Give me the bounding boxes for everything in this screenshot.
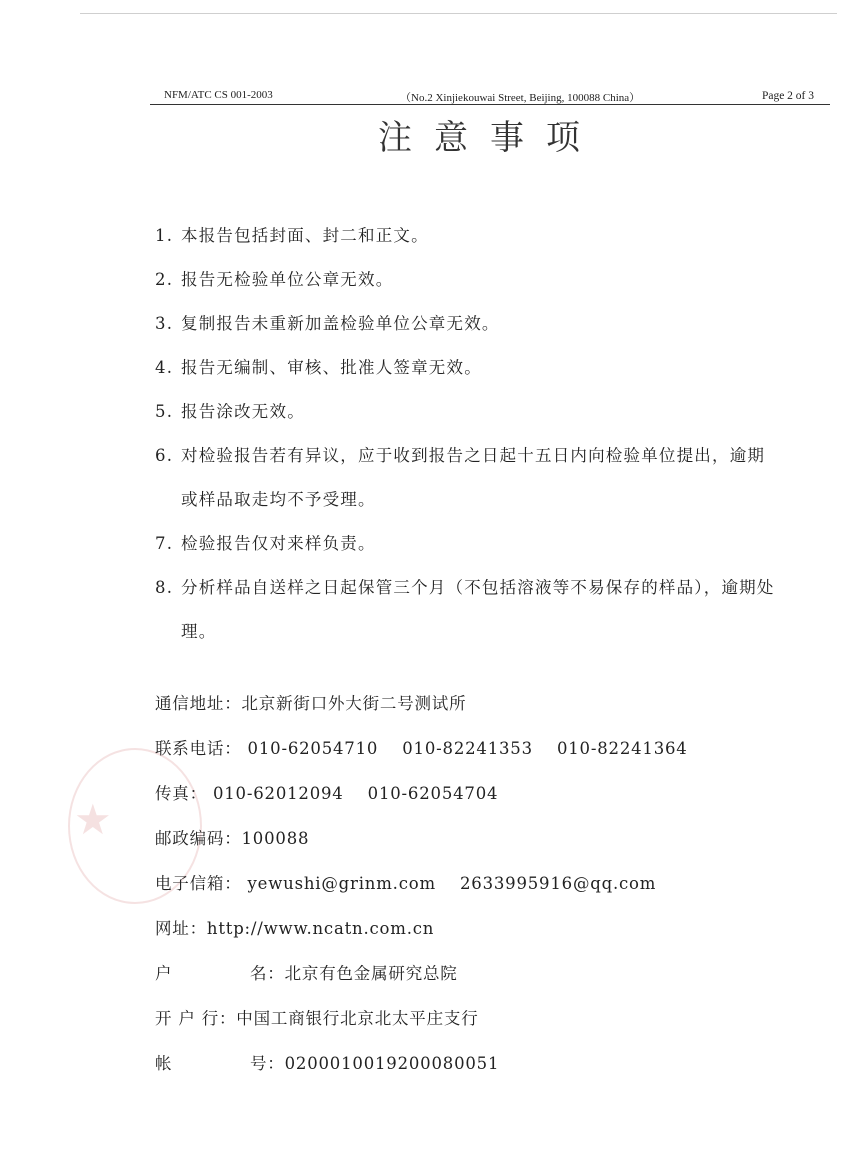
note-text: 报告无编制、审核、批准人签章无效。 bbox=[181, 358, 482, 377]
note-continuation: 理。 bbox=[181, 622, 217, 641]
account-number-value: 0200010019200080051 bbox=[284, 1054, 500, 1073]
account-number-label-1: 帐 bbox=[155, 1054, 173, 1073]
note-text: 复制报告未重新加盖检验单位公章无效。 bbox=[181, 314, 500, 333]
account-name-row bbox=[155, 954, 805, 999]
account-number-row bbox=[155, 1044, 805, 1089]
note-number: 7. bbox=[155, 534, 174, 553]
account-name-label-1: 户 bbox=[155, 964, 173, 983]
note-number: 2. bbox=[155, 270, 174, 289]
email-row bbox=[155, 864, 805, 909]
note-item bbox=[155, 434, 845, 478]
website-value: http://www.ncatn.com.cn bbox=[206, 919, 435, 938]
page-number: Page 2 of 3 bbox=[761, 90, 814, 102]
note-number: 3. bbox=[155, 314, 174, 333]
page-title: 注意事项 bbox=[378, 118, 602, 158]
note-number: 8. bbox=[155, 578, 174, 597]
note-item bbox=[155, 346, 845, 390]
address-row bbox=[155, 684, 805, 729]
note-number: 1. bbox=[155, 226, 174, 245]
bank-value: 中国工商银行北京北太平庄支行 bbox=[236, 1009, 479, 1028]
note-item bbox=[155, 258, 845, 302]
standard-code: NFM/ATC CS 001-2003 bbox=[164, 89, 273, 101]
postcode-value: 100088 bbox=[241, 829, 310, 848]
phone-number: 010-82241353 bbox=[402, 739, 533, 758]
note-item bbox=[155, 302, 845, 346]
account-name-label-2: 名： bbox=[250, 964, 285, 983]
fax-row bbox=[155, 774, 805, 819]
note-number: 5. bbox=[155, 402, 174, 421]
phone-number: 010-62054710 bbox=[247, 739, 379, 758]
phone-label: 联系电话： bbox=[155, 739, 242, 758]
note-text: 分析样品自送样之日起保管三个月（不包括溶液等不易保存的样品），逾期处 bbox=[181, 578, 775, 597]
website-row bbox=[155, 909, 805, 954]
top-border-line bbox=[80, 13, 837, 14]
note-item bbox=[155, 522, 845, 566]
bank-label: 开 户 行： bbox=[155, 1009, 237, 1028]
website-label: 网址： bbox=[155, 919, 207, 938]
seal-star-icon: ★ bbox=[74, 795, 112, 844]
postcode-label: 邮政编码： bbox=[155, 829, 242, 848]
note-item bbox=[155, 390, 845, 434]
notes-list bbox=[155, 214, 845, 654]
note-continuation: 或样品取走均不予受理。 bbox=[181, 490, 376, 509]
fax-number: 010-62054704 bbox=[367, 784, 499, 803]
note-text: 本报告包括封面、封二和正文。 bbox=[181, 226, 429, 245]
phone-number: 010-82241364 bbox=[556, 739, 688, 758]
page-header bbox=[150, 86, 830, 104]
bank-row bbox=[155, 999, 805, 1044]
account-name-value: 北京有色金属研究总院 bbox=[284, 964, 458, 983]
account-number-label-2: 号： bbox=[250, 1054, 285, 1073]
header-address: （No.2 Xinjiekouwai Street, Beijing, 100088 China） bbox=[400, 92, 641, 104]
note-text: 报告涂改无效。 bbox=[181, 402, 305, 421]
header-rule bbox=[150, 104, 830, 105]
note-text: 对检验报告若有异议，应于收到报告之日起十五日内向检验单位提出，逾期 bbox=[181, 446, 766, 465]
note-number: 4. bbox=[155, 358, 174, 377]
note-item bbox=[155, 214, 845, 258]
note-number: 6. bbox=[155, 446, 174, 465]
contact-info bbox=[155, 684, 805, 1089]
note-text: 检验报告仅对来样负责。 bbox=[181, 534, 376, 553]
address-label: 通信地址： bbox=[155, 694, 242, 713]
note-text: 报告无检验单位公章无效。 bbox=[181, 270, 394, 289]
phone-row bbox=[155, 729, 805, 774]
fax-number: 010-62012094 bbox=[212, 784, 344, 803]
fax-label: 传真： bbox=[155, 784, 207, 803]
email-address: 2633995916@qq.com bbox=[459, 874, 657, 893]
postcode-row bbox=[155, 819, 805, 864]
email-address: yewushi@grinm.com bbox=[247, 874, 436, 893]
note-item bbox=[155, 566, 845, 610]
email-label: 电子信箱： bbox=[155, 874, 242, 893]
address-value: 北京新街口外大街二号测试所 bbox=[241, 694, 467, 713]
